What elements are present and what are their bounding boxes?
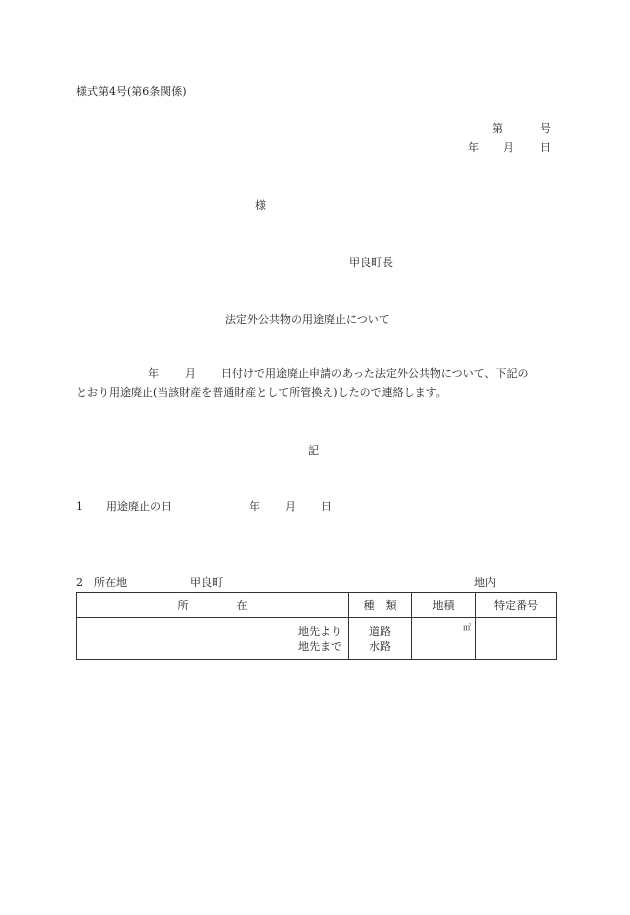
item1-day: 日 [321, 500, 332, 513]
area-cell[interactable] [412, 618, 476, 660]
body-line2: とおり用途廃止(当該財産を普通財産として所管換え)したので連絡します。 [76, 386, 447, 399]
location-from: 地先より [298, 624, 342, 638]
location-table [76, 592, 557, 660]
kind-waterway: 水路 [369, 639, 391, 653]
ki-heading: 記 [308, 444, 319, 457]
table-header-row [77, 593, 557, 618]
item2-label: 所在地 [94, 576, 127, 589]
location-cell[interactable] [77, 618, 349, 660]
header-location-a: 所 [177, 599, 189, 612]
item1-month: 月 [285, 500, 296, 513]
body-line1: 日付けで用途廃止申請のあった法定外公共物について、下記の [221, 367, 529, 380]
date-day: 日 [540, 141, 551, 154]
table-row [77, 618, 557, 660]
item2-town: 甲良町 [190, 576, 223, 589]
header-kind: 種 類 [349, 593, 412, 618]
header-location-b: 在 [236, 599, 248, 612]
area-unit: ㎡ [463, 623, 471, 632]
addressee-suffix: 様 [255, 199, 266, 212]
doc-number-suffix: 号 [540, 122, 551, 135]
subject-title: 法定外公共物の用途廃止について [225, 313, 390, 326]
sender: 甲良町長 [349, 256, 393, 269]
date-month: 月 [503, 141, 514, 154]
kind-cell[interactable] [349, 618, 412, 660]
item1-year: 年 [249, 500, 260, 513]
body-month: 月 [185, 367, 196, 380]
header-id: 特定番号 [476, 593, 557, 618]
item2-chinai: 地内 [474, 576, 496, 589]
kind-road: 道路 [369, 624, 391, 638]
body-year: 年 [148, 367, 159, 380]
item2-number: 2 [76, 576, 83, 589]
item1-number: 1 [76, 500, 83, 513]
item1-label: 用途廃止の日 [106, 500, 172, 513]
date-year: 年 [468, 141, 479, 154]
location-to: 地先まで [298, 639, 342, 653]
form-number: 様式第4号(第6条関係) [76, 85, 187, 98]
header-location [77, 593, 349, 618]
doc-number-prefix: 第 [492, 122, 503, 135]
header-area: 地積 [412, 593, 476, 618]
id-cell[interactable] [476, 618, 557, 660]
